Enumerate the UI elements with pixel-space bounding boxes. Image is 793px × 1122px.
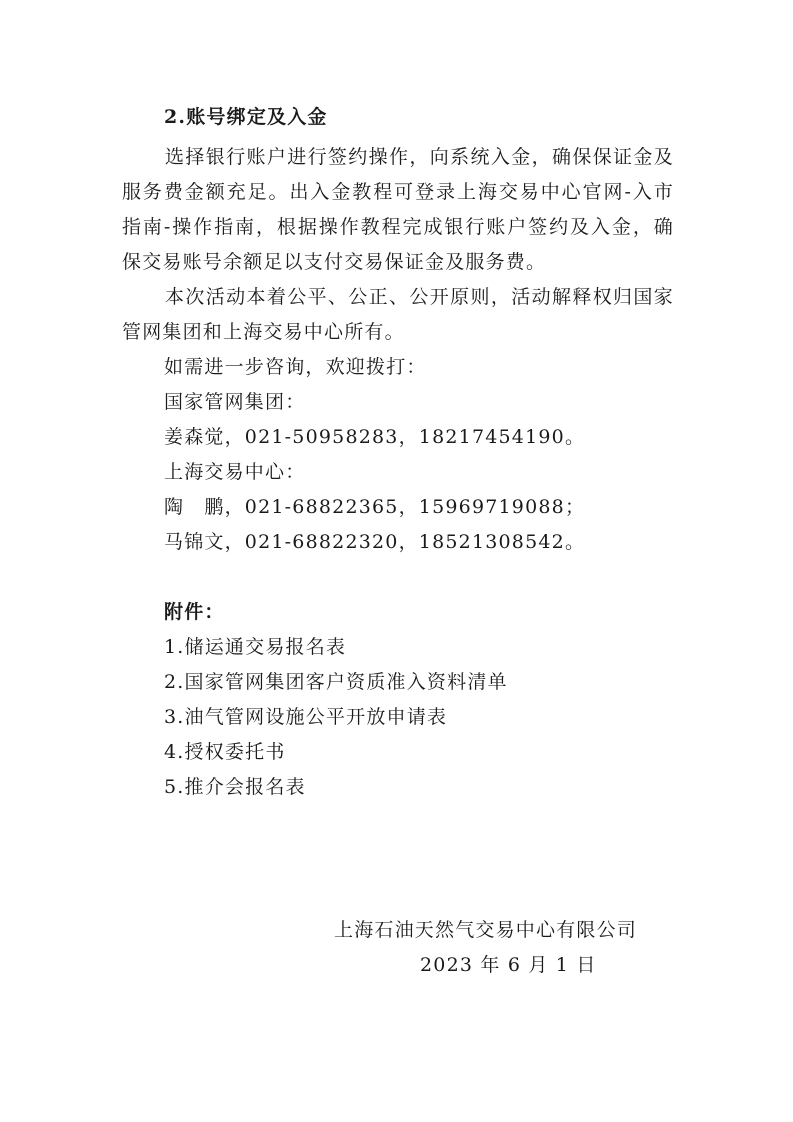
signature-date: 2023 年 6 月 1 日 [420, 954, 597, 976]
section-heading: 2.账号绑定及入金 [164, 106, 328, 128]
paragraph-account-binding: 选择银行账户进行签约操作，向系统入金，确保保证金及服务费金额充足。出入金教程可登录上海交易中心官网-入市指南-操作指南，根据操作教程完成银行账户签约及入金，确保交易账号余额足以支付交易保证金及服务费。 [122, 146, 674, 273]
attachments-title: 附件： [164, 601, 225, 623]
contact-person-jiang: 姜森觉，021-50958283，18217454190。 [164, 426, 586, 448]
paragraph-activity-rules: 本次活动本着公平、公正、公开原则，活动解释权归国家管网集团和上海交易中心所有。 [122, 286, 674, 343]
contact-org-pipeline: 国家管网集团： [164, 391, 306, 413]
contact-intro: 如需进一步咨询，欢迎拨打： [164, 356, 427, 378]
attachment-item: 2.国家管网集团客户资质准入资料清单 [164, 671, 508, 693]
contact-org-exchange: 上海交易中心： [164, 461, 306, 483]
signature-organization: 上海石油天然气交易中心有限公司 [334, 919, 638, 941]
attachment-item: 4.授权委托书 [164, 741, 286, 763]
attachment-item: 5.推介会报名表 [164, 776, 306, 798]
contact-person-tao: 陶 鹏，021-68822365，15969719088； [164, 496, 586, 518]
contact-person-ma: 马锦文，021-68822320，18521308542。 [164, 531, 586, 553]
attachment-item: 3.油气管网设施公平开放申请表 [164, 706, 448, 728]
attachment-item: 1.储运通交易报名表 [164, 636, 347, 658]
